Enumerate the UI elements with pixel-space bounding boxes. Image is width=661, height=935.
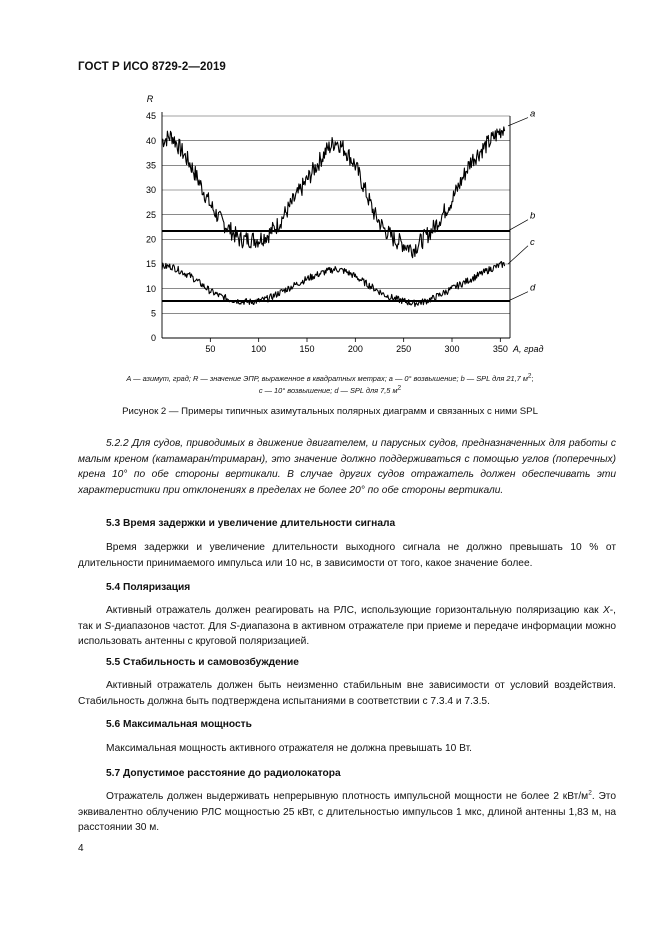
x-tick-label-250: 250 <box>396 344 412 354</box>
origin-label: 0 <box>150 333 156 343</box>
figure-legend <box>60 373 600 397</box>
series-line-a <box>162 127 505 258</box>
chart-labels <box>147 94 544 354</box>
chart-axes <box>162 112 510 338</box>
section-heading-5-7: 5.7 Допустимое расстояние до радиолокатора <box>106 768 341 779</box>
series-leader-d <box>508 292 528 301</box>
y-tick-label-20: 20 <box>145 234 156 245</box>
series-leader-c <box>508 246 528 264</box>
paragraph-5-6: Максимальная мощность активного отражателя не должна превышать 10 Вт. <box>106 743 472 754</box>
x-tick-label-50: 50 <box>205 344 216 354</box>
x-tick-label-150: 150 <box>299 344 315 354</box>
x-tick-label-300: 300 <box>444 344 460 354</box>
y-axis-label: R <box>146 94 154 104</box>
figure-caption: Рисунок 2 — Примеры типичных азимутальных полярных диаграмм и связанных с ними SPL <box>122 406 538 417</box>
series-label-c: c <box>530 236 535 248</box>
y-tick-label-25: 25 <box>145 209 156 220</box>
y-tick-label-40: 40 <box>145 135 156 146</box>
y-tick-label-35: 35 <box>145 160 156 171</box>
x-tick-label-350: 350 <box>492 344 508 354</box>
paragraph-5-7: Отражатель должен выдерживать непрерывную плотность импульсной мощности не более 2 кВт/$м^2$. Это эквивалентно облучению РЛС мощностью 25 кВт, с длительностью импульсов 1 мкс, длиной антенны 1,83 м, на расстоянии 30 м. <box>78 789 616 834</box>
section-heading-5-5: 5.5 Стабильность и самовозбуждение <box>106 657 299 668</box>
azimuth-chart <box>100 88 580 358</box>
series-leader-a <box>508 118 528 126</box>
y-tick-label-15: 15 <box>145 259 156 270</box>
y-tick-label-10: 10 <box>145 283 156 294</box>
series-leader-b <box>508 220 528 231</box>
x-axis-label: A, град <box>513 344 544 354</box>
paragraph-5-2-2: 5.2.2 Для судов, приводимых в движение двигателем, и парусных судов, предназначенных для работы с малым креном (катамаран/тримаран), это значение должно поддерживаться с помощью углов (поперечных) крена 10° по обе стороны вертикали. В случае других судов отражатель должен обеспечивать эти характеристики при отклонениях в пределах не более 20° по обе стороны вертикали. <box>78 438 616 497</box>
paragraph-5-3: Время задержки и увеличение длительности выходного сигнала не должно превышать 10 % от длительности принимаемого импульса или 10 нс, в зависимости от того, какое значение более. <box>78 542 616 569</box>
series-line-c <box>162 262 505 307</box>
x-tick-label-200: 200 <box>347 344 363 354</box>
series-label-a: a <box>530 108 536 120</box>
section-heading-5-4: 5.4 Поляризация <box>106 582 191 593</box>
x-tick-label-100: 100 <box>251 344 267 354</box>
paragraph-5-5: Активный отражатель должен быть неизменно стабильным вне зависимости от условий воздействия. Стабильность должна быть подтверждена испытаниями в соответствии с 7.3.4 и 7.3.5. <box>78 680 616 707</box>
document-header: ГОСТ Р ИСО 8729-2—2019 <box>78 61 226 73</box>
series-label-d: d <box>530 282 536 294</box>
page-number: 4 <box>78 843 84 854</box>
section-heading-5-3: 5.3 Время задержки и увеличение длительности сигнала <box>106 518 396 529</box>
legend-line-1: A — азимут, град; R — значение ЭПР, выраженное в квадратных метрах; a — 0° возвышение; b — SPL для 21,7 $м^2$; <box>126 372 534 383</box>
section-heading-5-6: 5.6 Максимальная мощность <box>106 719 252 730</box>
y-tick-label-45: 45 <box>145 111 156 122</box>
y-tick-label-30: 30 <box>145 185 156 196</box>
chart-series <box>162 127 510 307</box>
series-label-b: b <box>530 210 536 222</box>
paragraph-5-4: Активный отражатель должен реагировать на РЛС, использующие горизонтальную поляризацию как X-, так и S-диапазонов частот. Для S-диапазона в активном отражателе при приеме и передаче информации можно использовать антенны с круговой поляризацией. <box>78 605 616 648</box>
legend-line-2: c — 10° возвышение; d — SPL для 7,5 $м^2$ <box>258 384 402 395</box>
y-tick-label-5: 5 <box>150 308 156 319</box>
